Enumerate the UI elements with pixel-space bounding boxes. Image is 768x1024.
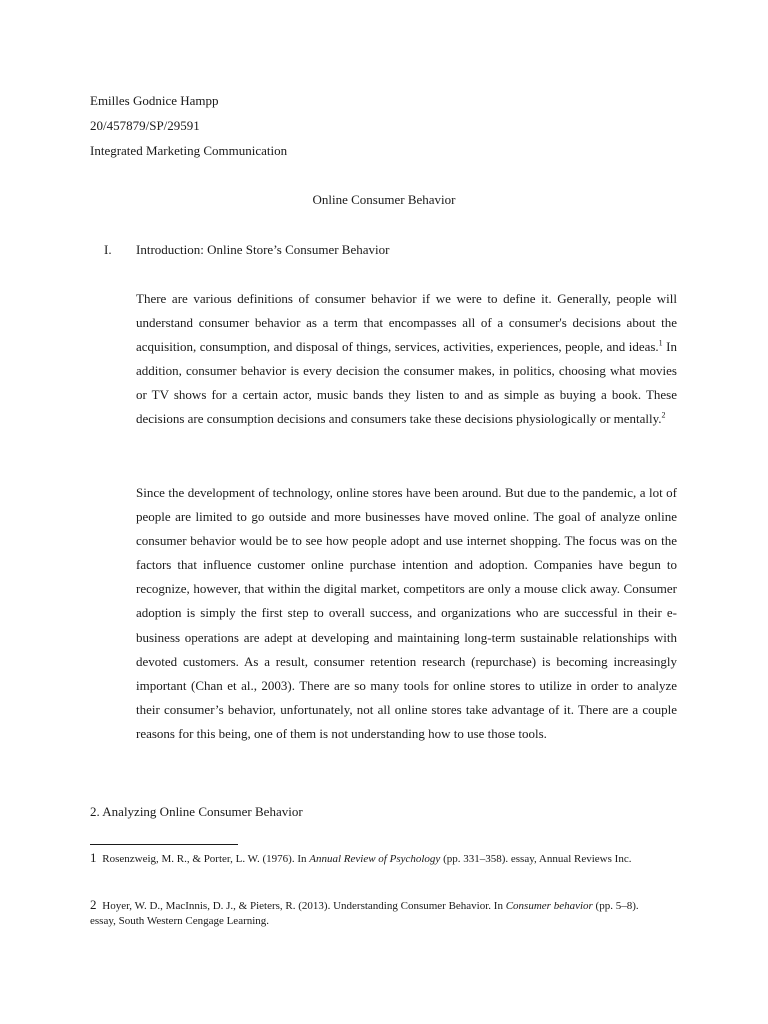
document-title: Online Consumer Behavior [312,192,456,207]
course-name: Integrated Marketing Communication [90,143,288,158]
paragraph-1-text-a: There are various definitions of consumer behavior if we were to define it. Generally, people will understand consumer behavior as a term that encompasses all of a consumer's decisions about the acquisition, consumption, and disposal of things, services, activities, experiences, people, and ideas. [136,291,677,355]
footnote-2 [90,897,650,929]
footnote-ref-1: 1 [658,338,663,348]
footnote-ref-2: 2 [661,411,666,421]
footnote-1 [90,850,650,867]
footnote-1-text-b: (pp. 331–358). essay, Annual Reviews Inc. [440,853,632,865]
footnote-2-number: 2 [90,897,97,912]
paragraph-1 [136,287,677,432]
paragraph-1-text-b: In addition, consumer behavior is every decision the consumer makes, in politics, choosing what movies or TV shows for a certain actor, music bands they listen to and as simple as buying a book. These decisions are consumption decisions and consumers take these decisions physiologically or mentally. [136,339,677,427]
footnote-2-text-b: (pp. 5–8). essay, South Western Cengage Learning. [90,900,639,927]
footnote-1-text-a: Rosenzweig, M. R., & Porter, L. W. (1976). In [99,853,310,865]
footnote-2-text-a: Hoyer, W. D., MacInnis, D. J., & Pieters, R. (2013). Understanding Consumer Behavior. In [99,900,506,912]
section-2-heading: 2. Analyzing Online Consumer Behavior [90,804,303,819]
section-1-number: I. [104,242,112,257]
footnote-divider [90,844,238,845]
author-name: Emilles Godnice Hampp [90,93,219,108]
footnote-1-source: Annual Review of Psychology [309,853,441,865]
section-1-heading: Introduction: Online Store’s Consumer Behavior [136,242,390,257]
footnote-1-number: 1 [90,850,97,865]
paragraph-2: Since the development of technology, online stores have been around. But due to the pandemic, a lot of people are limited to go outside and more businesses have moved online. The goal of analyze online consumer behavior would be to see how people adopt and use internet shopping. The focus was on the factors that influence customer online purchase intention and adoption. Companies have begun to recognize, however, that within the digital market, competitors are only a mouse click away. Consumer adoption is simply the first step to overall success, and organizations who are successful in their e-business operations are adept at developing and maintaining long-term sustainable relationships with devoted customers. As a result, consumer retention research (repurchase) is becoming increasingly important (Chan et al., 2003). There are so many tools for online stores to utilize in order to analyze their consumer’s behavior, unfortunately, not all online stores take advantage of it. There are a couple reasons for this being, one of them is not understanding how to use those tools. [136,485,677,741]
student-id: 20/457879/SP/29591 [90,118,200,133]
footnote-2-source: Consumer behavior [505,900,593,912]
